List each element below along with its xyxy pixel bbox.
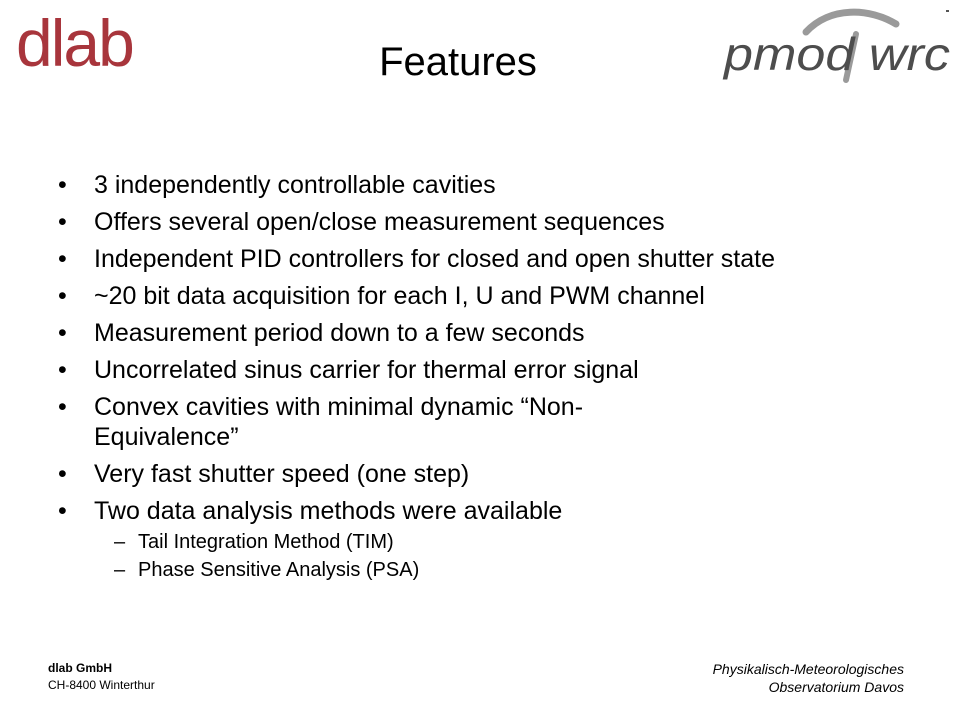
dash-icon: – xyxy=(114,531,126,553)
bullet-icon: • xyxy=(58,460,67,488)
pmod-wrc-logo-text: pmod wrc xyxy=(721,28,950,80)
list-item: • Convex cavities with minimal dynamic “Non-Equivalence” xyxy=(58,393,584,451)
footer-company xyxy=(48,660,155,694)
list-item: • ~20 bit data acquisition for each I, U and PWM channel xyxy=(58,282,705,310)
institute-line-2: Observatorium Davos xyxy=(768,679,904,695)
corner-mark xyxy=(946,10,949,12)
company-address: CH-8400 Winterthur xyxy=(48,678,155,692)
feature-list xyxy=(58,170,918,590)
analysis-method-list xyxy=(94,529,918,583)
bullet-icon: • xyxy=(58,393,67,421)
dash-icon: – xyxy=(114,559,126,581)
bullet-icon: • xyxy=(58,208,67,236)
company-name: dlab GmbH xyxy=(48,661,113,675)
slide-title: Features xyxy=(379,40,537,84)
dlab-logo-text: dlab xyxy=(16,8,133,78)
list-item: • Very fast shutter speed (one step) xyxy=(58,460,470,488)
bullet-icon: • xyxy=(58,319,67,347)
bullet-icon: • xyxy=(58,282,67,310)
list-item: • Two data analysis methods were available – Tail Integration Method (TIM) – Phase Sensitive Analysis (PSA) xyxy=(58,496,918,583)
list-item: • Measurement period down to a few seconds xyxy=(58,319,585,347)
list-item: • Uncorrelated sinus carrier for thermal error signal xyxy=(58,356,639,384)
list-item: • Offers several open/close measurement sequences xyxy=(58,208,665,236)
institute-line-1: Physikalisch-Meteorologisches xyxy=(712,661,904,677)
list-item: • Independent PID controllers for closed and open shutter state xyxy=(58,245,775,273)
sub-list-item: – Tail Integration Method (TIM) xyxy=(114,531,394,553)
list-item: • 3 independently controllable cavities xyxy=(58,171,496,199)
bullet-icon: • xyxy=(58,171,67,199)
bullet-icon: • xyxy=(58,245,67,273)
bullet-icon: • xyxy=(58,497,67,525)
footer-institute xyxy=(713,660,904,696)
sub-list-item: – Phase Sensitive Analysis (PSA) xyxy=(114,559,420,581)
bullet-icon: • xyxy=(58,356,67,384)
